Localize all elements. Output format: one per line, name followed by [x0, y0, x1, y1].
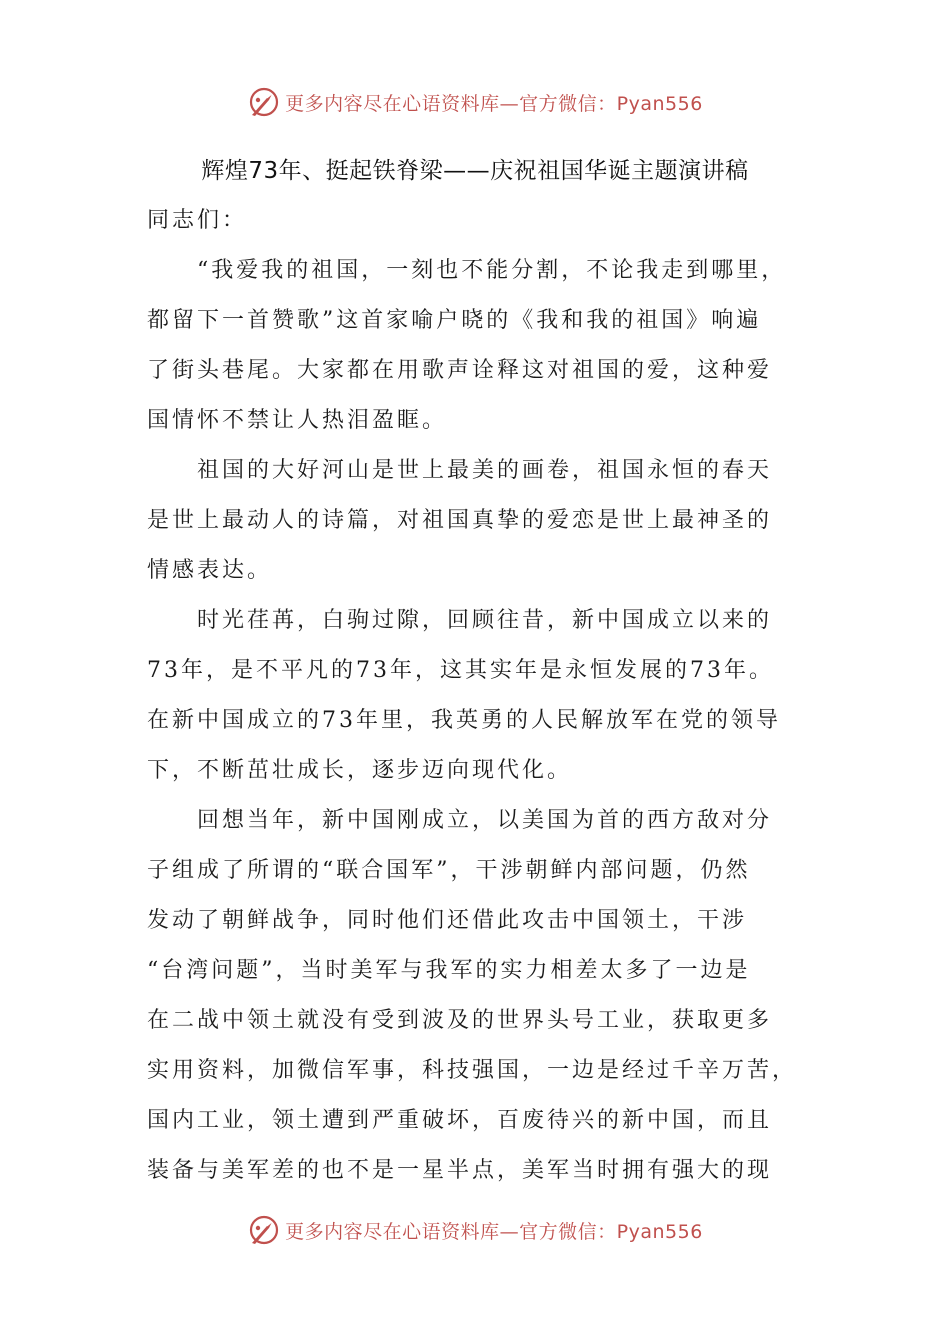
paragraph-line: 下，不断茁壮成长，逐步迈向现代化。	[147, 758, 573, 783]
pen-nib-logo-icon	[247, 1213, 281, 1247]
paragraph-line: “台湾问题”，当时美军与我军的实力相差太多了一边是	[147, 958, 751, 983]
header-banner	[0, 82, 950, 122]
paragraph-line: “我爱我的祖国，一刻也不能分割，不论我走到哪里，	[197, 258, 787, 283]
paragraph-line: 都留下一首赞歌”这首家喻户晓的《我和我的祖国》响遍	[147, 308, 762, 333]
document-title: 辉煌73年、挺起铁脊梁——庆祝祖国华诞主题演讲稿	[201, 158, 749, 184]
banner-text: 更多内容尽在心语资料库—官方微信：Pyan556	[285, 1220, 703, 1243]
paragraph-line: 在新中国成立的73年里，我英勇的人民解放军在党的领导	[147, 708, 781, 733]
paragraph-line: 实用资料，加微信军事，科技强国，一边是经过千辛万苦，	[147, 1058, 798, 1083]
paragraph-line: 祖国的大好河山是世上最美的画卷，祖国永恒的春天	[197, 458, 773, 483]
pen-nib-logo-icon	[247, 85, 281, 119]
paragraph-line: 装备与美军差的也不是一星半点，美军当时拥有强大的现	[147, 1158, 773, 1183]
banner-text: 更多内容尽在心语资料库—官方微信：Pyan556	[285, 92, 703, 115]
paragraph-line: 子组成了所谓的“联合国军”，干涉朝鲜内部问题，仍然	[147, 858, 751, 883]
paragraph-line: 国内工业，领土遭到严重破坏，百废待兴的新中国，而且	[147, 1108, 773, 1133]
paragraph-line: 回想当年，新中国刚成立，以美国为首的西方敌对分	[197, 808, 773, 833]
paragraph-line: 是世上最动人的诗篇，对祖国真挚的爱恋是世上最神圣的	[147, 508, 773, 533]
paragraph-line: 时光荏苒，白驹过隙，回顾往昔，新中国成立以来的	[197, 608, 773, 633]
paragraph-line: 情感表达。	[147, 558, 273, 583]
paragraph-line: 了街头巷尾。大家都在用歌声诠释这对祖国的爱，这种爱	[147, 358, 773, 383]
salutation: 同志们：	[147, 208, 248, 233]
paragraph-line: 在二战中领土就没有受到波及的世界头号工业，获取更多	[147, 1008, 773, 1033]
paragraph-line: 国情怀不禁让人热泪盈眶。	[147, 408, 448, 433]
footer-banner	[0, 1210, 950, 1250]
paragraph-line: 发动了朝鲜战争，同时他们还借此攻击中国领土，干涉	[147, 908, 748, 933]
document-body	[147, 196, 809, 1196]
paragraph-line: 73年，是不平凡的73年，这其实年是永恒发展的73年。	[147, 658, 774, 683]
